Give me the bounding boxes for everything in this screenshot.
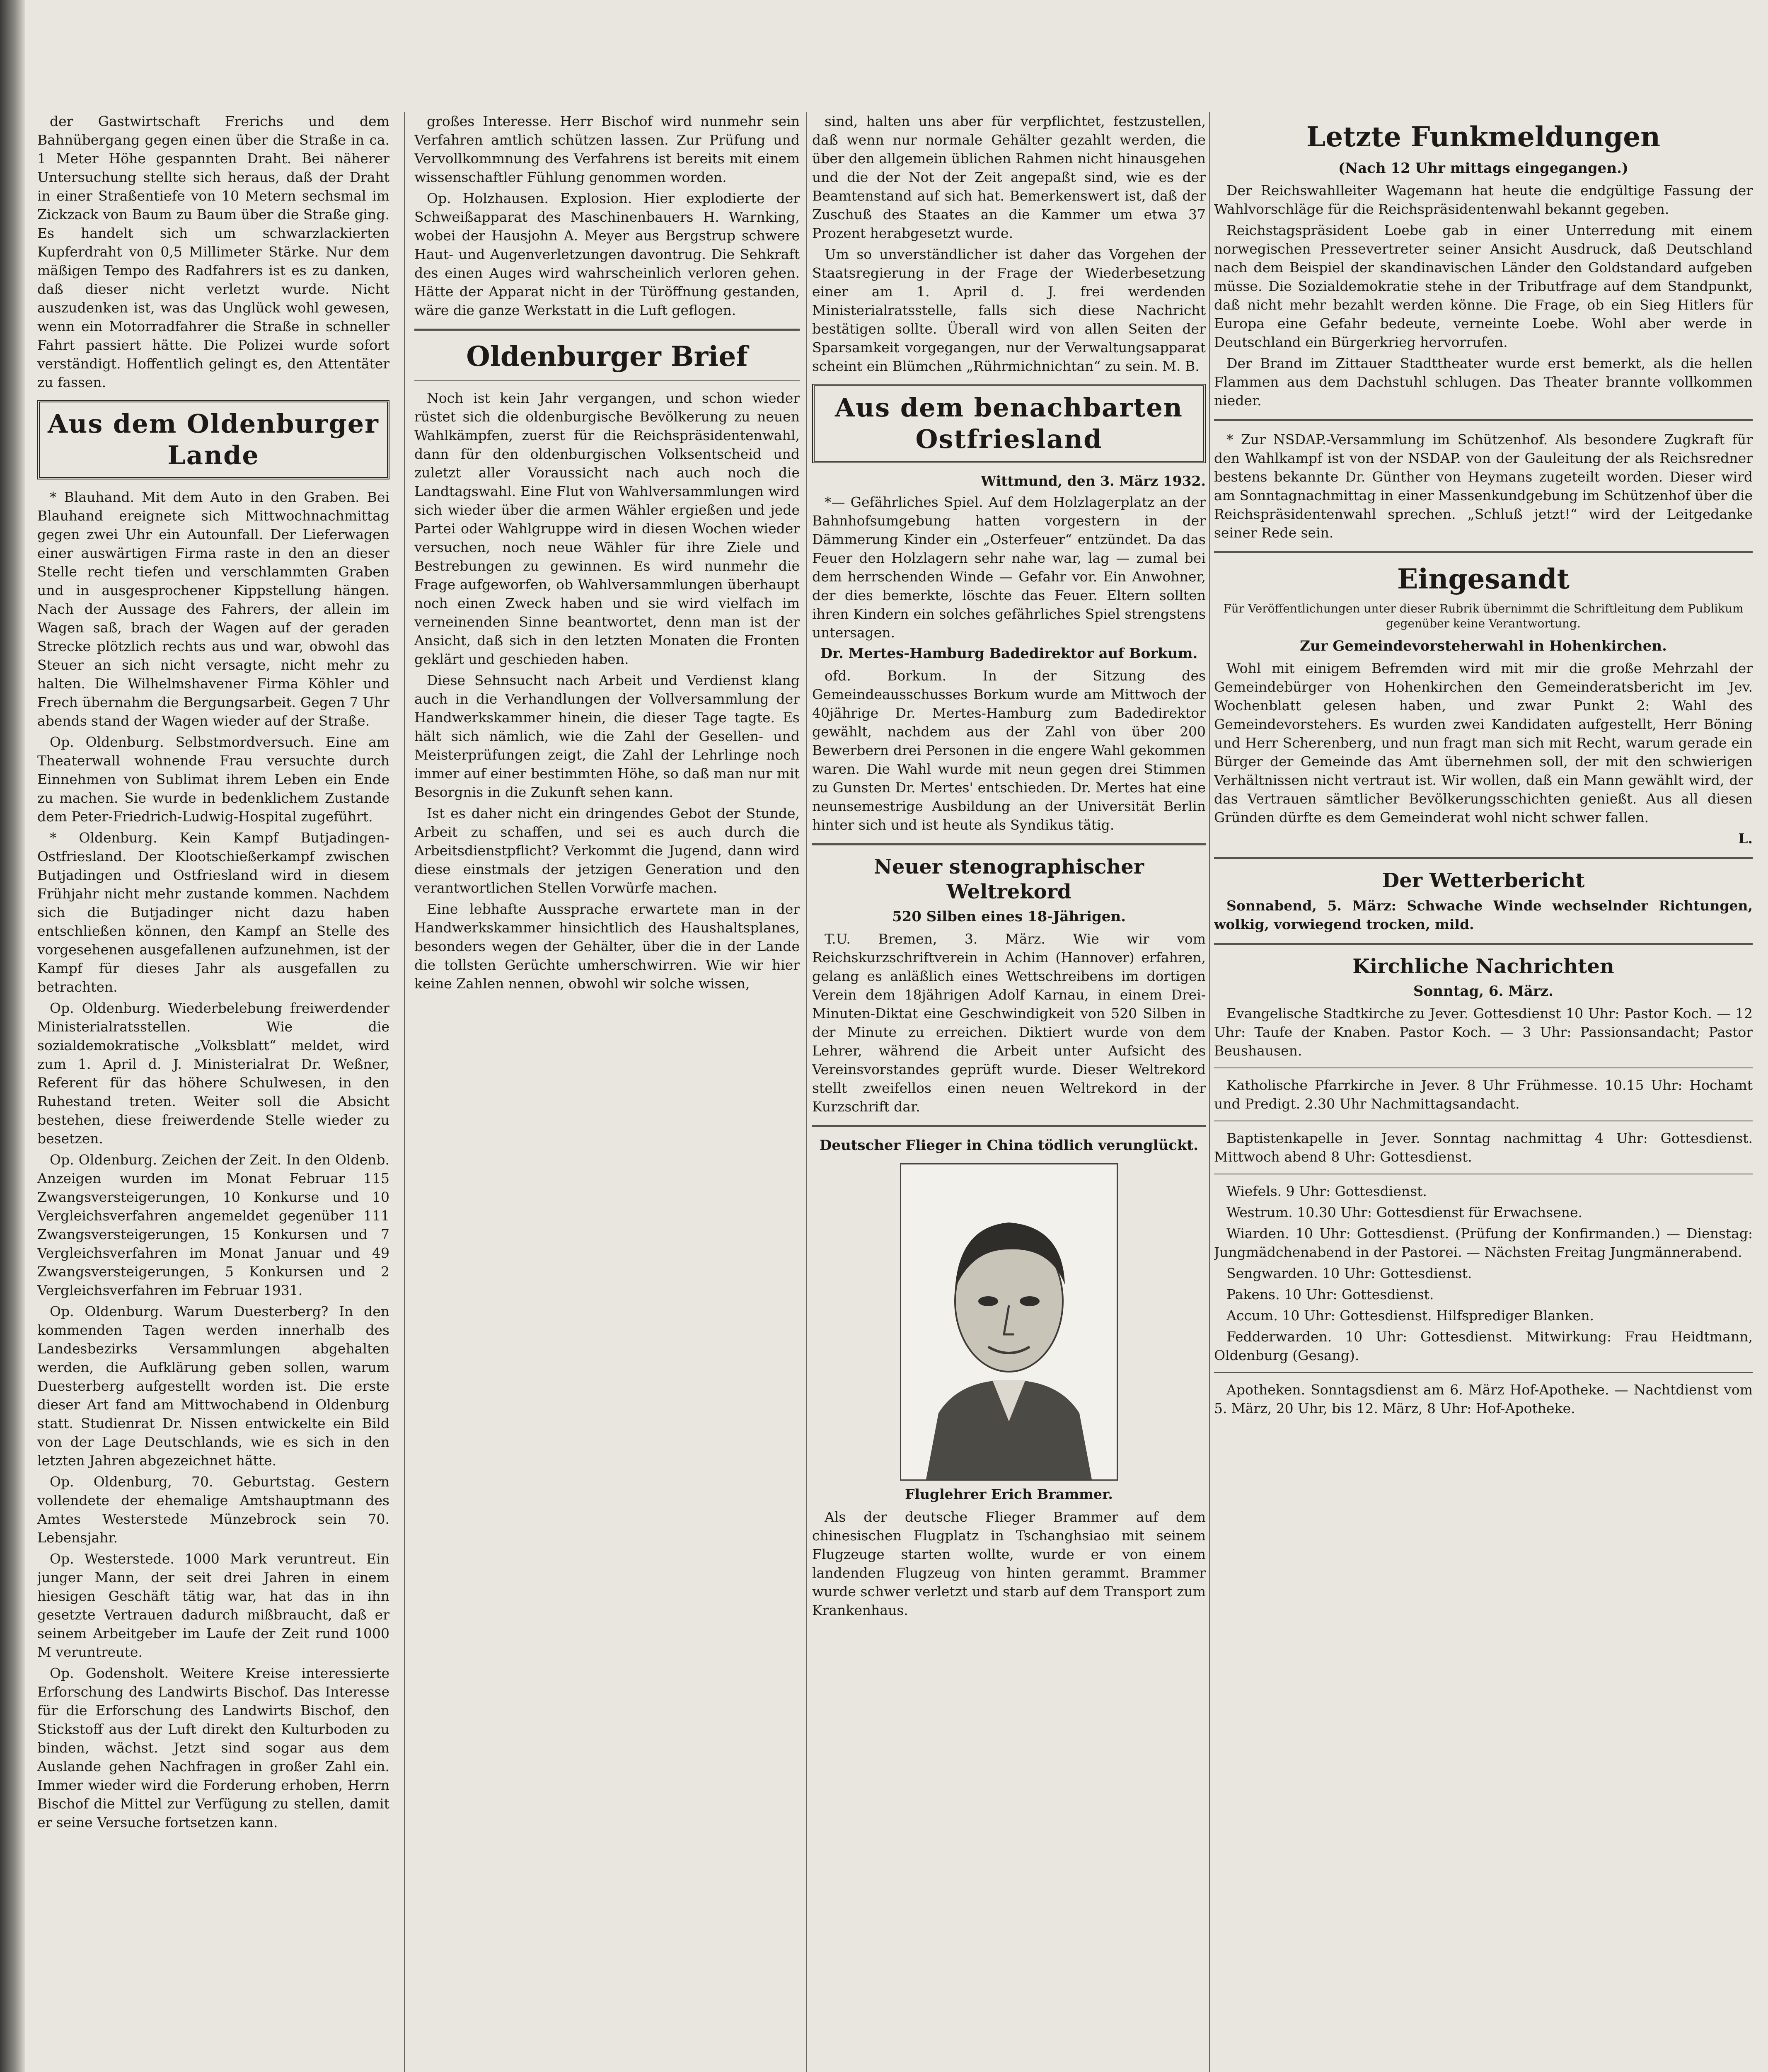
divider xyxy=(812,843,1206,845)
article-text: * Blauhand. Mit dem Auto in den Graben. Bei Blauhand ereignete sich Mittwochnachmittag gegen zwei Uhr ein Autounfall. Der Lieferwagen einer auswärtigen Firma raste in den an dieser Stelle recht tiefen und verschlammten Graben und in ausgesprochener Kippstellung hängen. Nach der Aussage des Fahrers, der allein im Wagen saß, brach der Wagen auf der geraden Strecke plötzlich rechts aus und war, obwohl das Steuer an sich nicht versagte, nicht mehr zu halten. Die Wilhelmshavener Firma Köhler und Frech übernahm die Bergungsarbeit. Gegen 7 Uhr abends stand der Wagen wieder auf der Straße. xyxy=(37,489,389,729)
church-notice: Wiefels. 9 Uhr: Gottesdienst. xyxy=(1226,1183,1427,1199)
church-notice: Accum. 10 Uhr: Gottesdienst. Hilfsprediger Blanken. xyxy=(1226,1307,1594,1324)
divider xyxy=(1214,1372,1753,1373)
subheadline-borkum: Dr. Mertes-Hamburg Badedirektor auf Borkum. xyxy=(820,645,1198,662)
article-text: Als der deutsche Flieger Brammer auf dem chinesischen Flugplatz in Tschanghsiao mit seinem Flugzeuge starten wollte, wurde er von einem landenden Flugzeug von hinten gerammt. Brammer wurde schwer verletzt und starb auf dem Transport zum Krankenhaus. xyxy=(812,1509,1206,1618)
article-text: großes Interesse. Herr Bischof wird nunmehr sein Verfahren amtlich schützen lassen. Zur Prüfung und Vervollkommnung des Verfahrens ist bereits mit einem wissenschaftler Fühlung genommen worden. xyxy=(414,113,800,185)
article-text: Op. Holzhausen. Explosion. Hier explodierte der Schweißapparat des Maschinenbauers H. Warnking, wobei der Hausjohn A. Meyer aus Bergstrup schwere Haut- und Augenverletzungen davontrug. Die Sehkraft des einen Auges wird wahrscheinlich verloren gehen. Hätte der Apparat nicht in der Türöffnung gestanden, wäre die ganze Werkstatt in die Luft geflogen. xyxy=(414,190,800,318)
article-text: Um so unverständlicher ist daher das Vorgehen der Staatsregierung in der Frage der Wiederbesetzung einer am 1. April d. J. frei werdenden Ministerialratsstelle, falls sich diese Nachricht bestätigen sollte. Überall wird von allen Seiten der Sparsamkeit vorgegangen, nur der Verwaltungsapparat scheint ein Blümchen „Rührmichnichtan“ zu sein. M. B. xyxy=(812,246,1206,374)
divider xyxy=(414,329,800,331)
headline-funkmeldungen: Letzte Funkmeldungen xyxy=(1306,121,1661,153)
article-text: Eine lebhafte Aussprache erwartete man in der Handwerkskammer hinsichtlich des Haushaltsplanes, besonders wegen der Gehälter, über die in der Lande die tollsten Gerüchte umherschwirren. Wie wir hier keine Zahlen nennen, obwohl wir solche wissen, xyxy=(414,901,800,992)
column-1 xyxy=(37,112,389,2072)
church-notice: Katholische Pfarrkirche in Jever. 8 Uhr Frühmesse. 10.15 Uhr: Hochamt und Predigt. 2.30 Uhr Nachmittagsandacht. xyxy=(1214,1077,1753,1112)
dateline: Wittmund, den 3. März 1932. xyxy=(981,473,1206,489)
divider xyxy=(1214,551,1753,553)
photo-caption: Fluglehrer Erich Brammer. xyxy=(905,1486,1113,1502)
column-rule xyxy=(1209,112,1210,2072)
column-2 xyxy=(414,112,800,2072)
church-notice: Wiarden. 10 Uhr: Gottesdienst. (Prüfung der Konfirmanden.) — Dienstag: Jungmädchenabend in der Pastorei. — Nächsten Freitag Jungmännerabend. xyxy=(1214,1225,1753,1260)
column-rule xyxy=(404,112,405,2072)
subheadline-gemeindevorsteherwahl: Zur Gemeindevorsteherwahl in Hohenkirchen. xyxy=(1300,638,1667,654)
article-text: Diese Sehnsucht nach Arbeit und Verdienst klang auch in die Verhandlungen der Vollversammlung der Handwerkskammer hinein, die dieser Tage tagte. Es hält sich nämlich, wie die Zahl der Gesellen- und Meisterprüfungen zeigt, die Zahl der Lehrlinge noch immer auf einer bestimmten Höhe, so daß man nur mit Besorgnis in die Zukunft sehen kann. xyxy=(414,672,800,800)
divider xyxy=(1214,857,1753,859)
church-notice: Pakens. 10 Uhr: Gottesdienst. xyxy=(1226,1286,1434,1302)
church-notice: Westrum. 10.30 Uhr: Gottesdienst für Erwachsene. xyxy=(1226,1204,1583,1220)
article-text: *— Gefährliches Spiel. Auf dem Holzlagerplatz an der Bahnhofsumgebung hatten vorgestern in der Dämmerung Kinder ein „Osterfeuer“ entzündet. Da das Feuer den Holzlagern sehr nahe war, lag — zumal bei dem herrschenden Winde — Gefahr vor. Ein Anwohner, der dies bemerkte, löschte das Feuer. Eltern sollten ihren Kindern ein solches gefährliches Spiel strengstens untersagen. xyxy=(812,494,1206,641)
church-notice: Baptistenkapelle in Jever. Sonntag nachmittag 4 Uhr: Gottesdienst. Mittwoch abend 8 Uhr: Gottesdienst. xyxy=(1214,1130,1753,1165)
portrait-illustration xyxy=(901,1164,1117,1479)
headline-eingesandt: Eingesandt xyxy=(1397,563,1570,595)
article-text: Reichstagspräsident Loebe gab in einer Unterredung mit einem norwegischen Pressevertreter seiner Ansicht Ausdruck, daß Deutschland nach dem Beispiel der skandinavischen Länder den Goldstandard aufgeben müsse. Die Sozialdemokratie stehe in der Tributfrage auf dem Standpunkt, daß nicht mehr bezahlt werden könne. Die Frage, ob ein Sieg Hitlers für Europa eine Gefahr bedeute, verneinte Loebe. Wohl aber werde in Deutschland ein Bürgerkrieg hervorrufen. xyxy=(1214,222,1753,350)
article-text: Der Brand im Zittauer Stadttheater wurde erst bemerkt, als die hellen Flammen aus dem Dachstuhl schlugen. Das Theater brannte vollkommen nieder. xyxy=(1214,355,1753,409)
divider xyxy=(1214,419,1753,421)
headline-weltrekord: Neuer stenographischer Weltrekord xyxy=(873,855,1144,903)
section-title-oldenburger-lande: Aus dem Oldenburger Lande xyxy=(37,400,389,479)
article-text: Noch ist kein Jahr vergangen, und schon wieder rüstet sich die oldenburgische Bevölkerung zu neuen Wahlkämpfen, zuerst für die Reichspräsidentenwahl, dann für den oldenburgischen Volksentscheid und zuletzt aller Voraussicht nach auch noch die Landtagswahl. Eine Flut von Wahlversammlungen wird sich wieder über die armen Wähler ergießen und jede Partei oder Wahlgruppe wird in diesen Wochen wieder versuchen, noch neue Wähler für ihre Ziele und Bestrebungen zu gewinnen. Es wird nunmehr die Frage aufgeworfen, ob Wahlversammlungen überhaupt noch einen Zweck haben und sie wird vielfach im verneinenden Sinne beantwortet, denn man ist der Ansicht, daß sich in den letzten Monaten die Fronten geklärt und geschieden haben. xyxy=(414,390,800,667)
divider xyxy=(1214,943,1753,945)
signature: L. xyxy=(1738,830,1753,847)
subheadline-weltrekord: 520 Silben eines 18-Jährigen. xyxy=(892,908,1126,925)
article-text: Der Reichswahlleiter Wagemann hat heute die endgültige Fassung der Wahlvorschläge für die Reichspräsidentenwahl bekannt gegeben. xyxy=(1214,182,1753,217)
article-text: * Oldenburg. Kein Kampf Butjadingen-Ostfriesland. Der Klootschießerkampf zwischen Butjadingen und Ostfriesland wird in diesem Frühjahr nicht mehr zustande kommen. Nachdem sich die Butjadinger nicht dazu haben entschließen können, den Kampf an Stelle des vorgesehenen ausgefallenen aufzunehmen, ist der Kampf für dieses Jahr als ausgefallen zu betrachten. xyxy=(37,830,389,995)
portrait-photo xyxy=(900,1163,1118,1481)
photo-headline: Deutscher Flieger in China tödlich verunglückt. xyxy=(819,1137,1199,1154)
article-text: Op. Godensholt. Weitere Kreise interessierte Erforschung des Landwirts Bischof. Das Interesse für die Erforschung des Landwirts Bischof, den Stickstoff aus der Luft direkt den Kulturboden zu binden, wächst. Jetzt sind sogar aus dem Auslande gehen Nachfragen in großer Zahl ein. Immer wieder wird die Forderung erhoben, Herrn Bischof die Mittel zur Verfügung zu stellen, damit er seine Versuche fortsetzen kann. xyxy=(37,1665,389,1830)
article-text: Op. Oldenburg, 70. Geburtstag. Gestern vollendete der ehemalige Amtshauptmann des Amtes Westerstede Münzebrock sein 70. Lebensjahr. xyxy=(37,1474,389,1546)
article-text: der Gastwirtschaft Frerichs und dem Bahnübergang gegen einen über die Straße in ca. 1 Meter Höhe gespannten Draht. Bei näherer Untersuchung stellte sich heraus, daß der Draht in einer Straßentiefe von 10 Metern sechsmal im Zickzack von Baum zu Baum über die Straße ging. Es handelt sich um schwarzlackierten Kupferdraht von 0,5 Millimeter Stärke. Nur dem mäßigen Tempo des Radfahrers ist es zu danken, daß dieser nicht verletzt wurde. Nicht auszudenken ist, was das Unglück wohl gewesen, wenn ein Motorradfahrer die Straße in schneller Fahrt passiert hätte. Die Polizei wurde sofort verständigt. Hoffentlich gelingt es, den Attentäter zu fassen. xyxy=(37,113,389,390)
article-text: Wohl mit einigem Befremden wird mit mir die große Mehrzahl der Gemeindebürger von Hohenkirchen den Gemeinderatsbericht im Jev. Wochenblatt gelesen haben, und zwar Punkt 2: Wahl des Gemeindevorstehers. Es wurden zwei Kandidaten aufgestellt, Herr Böning und Herr Scherenberg, und nun fragt man sich mit Recht, warum gerade ein Bürger der Gemeinde das Amt übernehmen soll, der mit den schwierigen Verhältnissen nicht vertraut ist. Wir wollen, daß ein Mann gewählt wird, der das Vertrauen sämtlicher Bevölkerungsschichten genießt. Aus all diesen Gründen dürfte es dem Gemeinderat wohl nicht schwer fallen. xyxy=(1214,660,1753,825)
divider xyxy=(1214,1067,1753,1068)
church-notice: Sengwarden. 10 Uhr: Gottesdienst. xyxy=(1226,1265,1472,1281)
article-text: ofd. Borkum. In der Sitzung des Gemeindeausschusses Borkum wurde am Mittwoch der 40jährige Dr. Mertes-Hamburg zum Badedirektor gewählt, nachdem aus der Zahl von über 200 Bewerbern drei Personen in die engere Wahl gekommen waren. Die Wahl wurde mit neun gegen drei Stimmen zu Gunsten Dr. Mertes' entschieden. Dr. Mertes hat eine neunsemestrige Ausbildung an der Universität Berlin hinter sich und ist heute als Syndikus tätig. xyxy=(812,668,1206,833)
church-notice: Evangelische Stadtkirche zu Jever. Gottesdienst 10 Uhr: Pastor Koch. — 12 Uhr: Taufe der Knaben. Pastor Koch. — 3 Uhr: Passionsandacht; Pastor Beushausen. xyxy=(1214,1005,1753,1059)
page-binding xyxy=(0,0,25,2072)
headline-oldenburger-brief: Oldenburger Brief xyxy=(466,340,748,373)
article-text: * Zur NSDAP.-Versammlung im Schützenhof. Als besondere Zugkraft für den Wahlkampf ist von der NSDAP. von der Gauleitung der als Reichsredner bestens bekannte Dr. Günther von Heymans zugeteilt worden. Dieser wird am Sonntagnachmittag in einer Massenkundgebung im Schützenhof über die Reichspräsidentenwahl sprechen. „Schluß jetzt!“ wird der Leitgedanke seiner Rede sein. xyxy=(1214,431,1753,541)
article-text: sind, halten uns aber für verpflichtet, festzustellen, daß wenn nur normale Gehälter gezahlt werden, die über den allgemein üblichen Rahmen nicht hinausgehen und die der Not der Zeit angepaßt sind, wie es der Beamtenstand auf sich hat. Bemerkenswert ist, daß der Zuschuß des Staates an die Kammer um etwa 37 Prozent herabgesetzt wurde. xyxy=(812,113,1206,241)
headline-wetterbericht: Der Wetterbericht xyxy=(1382,869,1585,892)
weather-text: Sonnabend, 5. März: Schwache Winde wechselnder Richtungen, wolkig, vorwiegend trocken, mild. xyxy=(1214,898,1753,932)
column-3 xyxy=(812,112,1206,2072)
church-notice: Fedderwarden. 10 Uhr: Gottesdienst. Mitwirkung: Frau Heidtmann, Oldenburg (Gesang). xyxy=(1214,1329,1753,1363)
column-rule xyxy=(806,112,807,2072)
subheadline-funk: (Nach 12 Uhr mittags eingegangen.) xyxy=(1338,160,1629,177)
article-text: Op. Westerstede. 1000 Mark veruntreut. Ein junger Mann, der seit drei Jahren in einem hiesigen Geschäft tätig war, hat das in ihn gesetzte Vertrauen dadurch mißbraucht, daß er seinem Arbeitgeber im Laufe der Zeit rund 1000 M veruntreute. xyxy=(37,1551,389,1660)
pharmacy-notice: Apotheken. Sonntagsdienst am 6. März Hof-Apotheke. — Nachtdienst vom 5. März, 20 Uhr, bis 12. März, 8 Uhr: Hof-Apotheke. xyxy=(1214,1382,1753,1416)
article-text: Op. Oldenburg. Warum Duesterberg? In den kommenden Tagen werden innerhalb des Landesbezirks Versammlungen abgehalten werden, die Aufklärung geben sollen, warum Duesterberg aufgestellt worden ist. Die erste dieser Art fand am Mittwochabend in Oldenburg statt. Studienrat Dr. Nissen entwickelte ein Bild von der Lage Deutschlands, wie es sich in den letzten Jahren abgezeichnet hätte. xyxy=(37,1303,389,1469)
article-text: Ist es daher nicht ein dringendes Gebot der Stunde, Arbeit zu schaffen, und sei es auch durch die Arbeitsdienstpflicht? Verkommt die Jugend, dann wird diese einstmals der jetzigen Generation und den verantwortlichen Stellen Vorwürfe machen. xyxy=(414,805,800,896)
subheadline-date: Sonntag, 6. März. xyxy=(1413,983,1553,1000)
article-text: Op. Oldenburg. Selbstmordversuch. Eine am Theaterwall wohnende Frau versuchte durch Einnehmen von Sublimat ihrem Leben ein Ende zu machen. Sie wurde in bedenklichem Zustande dem Peter-Friedrich-Ludwig-Hospital zugeführt. xyxy=(37,734,389,825)
column-4 xyxy=(1214,112,1753,2072)
divider xyxy=(812,1125,1206,1127)
disclaimer: Für Veröffentlichungen unter dieser Rubrik übernimmt die Schriftleitung dem Publikum gegenüber keine Verantwortung. xyxy=(1223,602,1744,630)
headline-kirchliche-nachrichten: Kirchliche Nachrichten xyxy=(1352,955,1614,978)
article-text: Op. Oldenburg. Zeichen der Zeit. In den Oldenb. Anzeigen wurden im Monat Februar 115 Zwangsversteigerungen, 10 Konkurse und 10 Vergleichsverfahren angemeldet gegenüber 111 Zwangsversteigerungen, 15 Konkursen und 7 Vergleichsverfahren im Monat Januar und 49 Zwangsversteigerungen, 5 Konkursen und 2 Vergleichsverfahren im Februar 1931. xyxy=(37,1152,389,1298)
article-text: T.U. Bremen, 3. März. Wie wir vom Reichskurzschriftverein in Achim (Hannover) erfahren, gelang es anläßlich eines Wettschreibens im dortigen Verein dem 18jährigen Adolf Karnau, in einem Drei-Minuten-Diktat eine Geschwindigkeit von 520 Silben in der Minute zu erreichen. Diktiert wurde von dem Lehrer, während die Arbeit unter Aufsicht des Vereinsvorstandes geprüft wurde. Dieser Weltrekord stellt zweifellos einen neuen Weltrekord in der Kurzschrift dar. xyxy=(812,931,1206,1115)
divider xyxy=(414,380,800,381)
section-title-ostfriesland: Aus dem benachbarten Ostfriesland xyxy=(812,384,1206,463)
article-text: Op. Oldenburg. Wiederbelebung freiwerdender Ministerialratsstellen. Wie die sozialdemokratische „Volksblatt“ meldet, wird zum 1. April d. J. Ministerialrat Dr. Weßner, Referent für das höhere Schulwesen, in den Ruhestand treten. Weiter soll die Absicht bestehen, diese freiwerdende Stelle wieder zu besetzen. xyxy=(37,1000,389,1147)
